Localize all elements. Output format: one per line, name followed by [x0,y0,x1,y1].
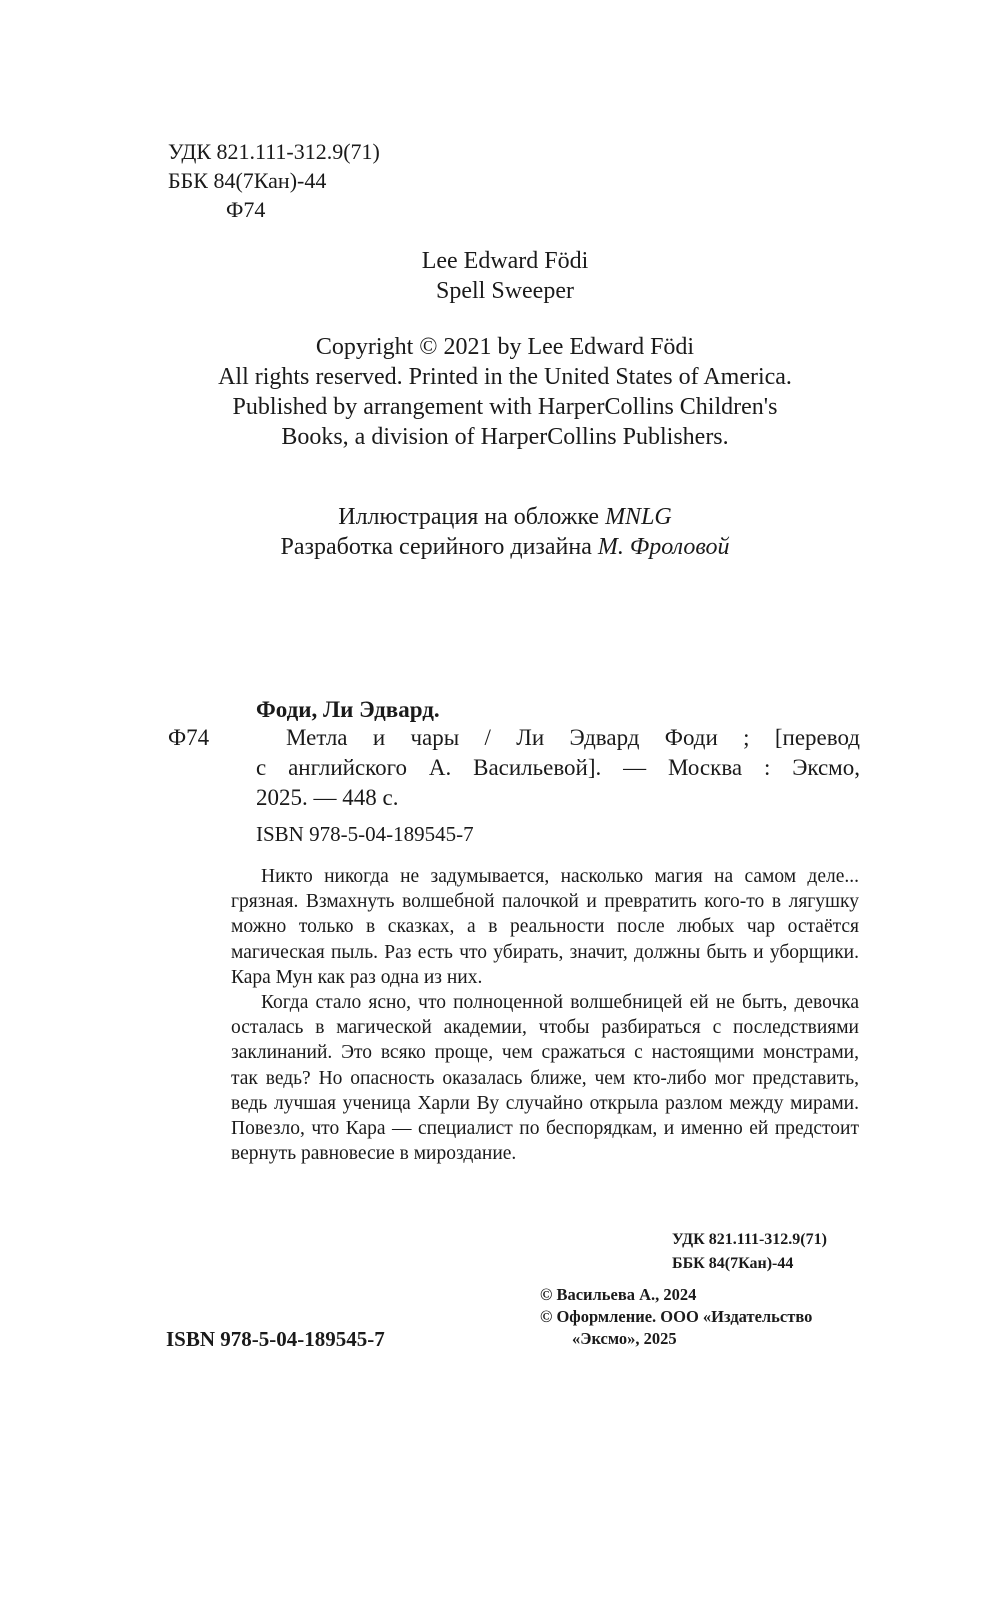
credits-block [150,502,860,562]
udk-code: УДК 821.111-312.9(71) [168,139,380,164]
design-credit [150,532,860,562]
design-copyright-continued: «Эксмо», 2025 [572,1329,677,1348]
bibliographic-description [256,723,860,813]
original-title-block [150,246,860,306]
annotation-paragraph: Когда стало ясно, что полноценной волшебницей ей не быть, девочка осталась в магической академии, чтобы разбираться с последствиями заклинаний. Это всяко проще, чем сражаться с настоящими монстрами, так ведь? Но опасность оказалась ближе, чем кто-либо мог представить, ведь лучшая ученица Харли Ву случайно открыла разлом между мирами. Повезло, что Кара — специалист по беспорядкам, и именно ей предстоит вернуть равновесие в мироздание. [231,992,859,1165]
bibliographic-line: 2025. — 448 с. [256,785,399,810]
bibliographic-line: Метла и чары / Ли Эдвард Фоди ; [перевод [286,725,860,750]
bibliographic-author-mark: Ф74 [168,725,210,750]
original-author: Lee Edward Födi [421,248,589,274]
copyright-notice [150,332,860,452]
annotation [231,864,859,1166]
author-mark: Ф74 [226,197,266,222]
translator-copyright: © Васильева А., 2024 [540,1285,697,1304]
udk-code-bottom: УДК 821.111-312.9(71) [672,1231,827,1248]
classification-block-top [168,137,380,224]
footer-copyright [540,1284,812,1350]
classification-block-bottom [672,1228,827,1276]
design-label: Разработка серийного дизайна [280,534,598,560]
illustration-label: Иллюстрация на обложке [338,504,606,530]
copyright-line: Published by arrangement with HarperCollins Children's [232,394,778,420]
original-title: Spell Sweeper [436,278,574,304]
bbk-code: ББК 84(7Кан)-44 [168,168,327,193]
copyright-line: Copyright © 2021 by Lee Edward Födi [315,334,695,360]
designer-name: М. Фроловой [597,534,730,560]
copyright-line: Books, a division of HarperCollins Publishers. [281,424,729,450]
illustrator-name: MNLG [605,504,672,530]
design-copyright: © Оформление. ООО «Издательство [540,1307,813,1326]
bibliographic-isbn: ISBN 978-5-04-189545-7 [256,822,474,846]
bibliographic-line: с английского А. Васильевой]. — Москва : Эксмо, [256,755,860,780]
copyright-line: All rights reserved. Printed in the United States of America. [218,364,792,390]
bbk-code-bottom: ББК 84(7Кан)-44 [672,1255,794,1272]
bibliographic-author-heading: Фоди, Ли Эдвард. [256,697,440,722]
illustration-credit [150,502,860,532]
footer-isbn: ISBN 978-5-04-189545-7 [166,1327,385,1351]
annotation-paragraph: Никто никогда не задумывается, насколько магия на самом деле... грязная. Взмахнуть волшебной палочкой и превратить кого-то в лягушку можно только в сказках, а в реальности после любых чар остаётся магическая пыль. Раз есть что убирать, значит, должны быть и уборщики. Кара Мун как раз одна из них. [231,866,859,988]
